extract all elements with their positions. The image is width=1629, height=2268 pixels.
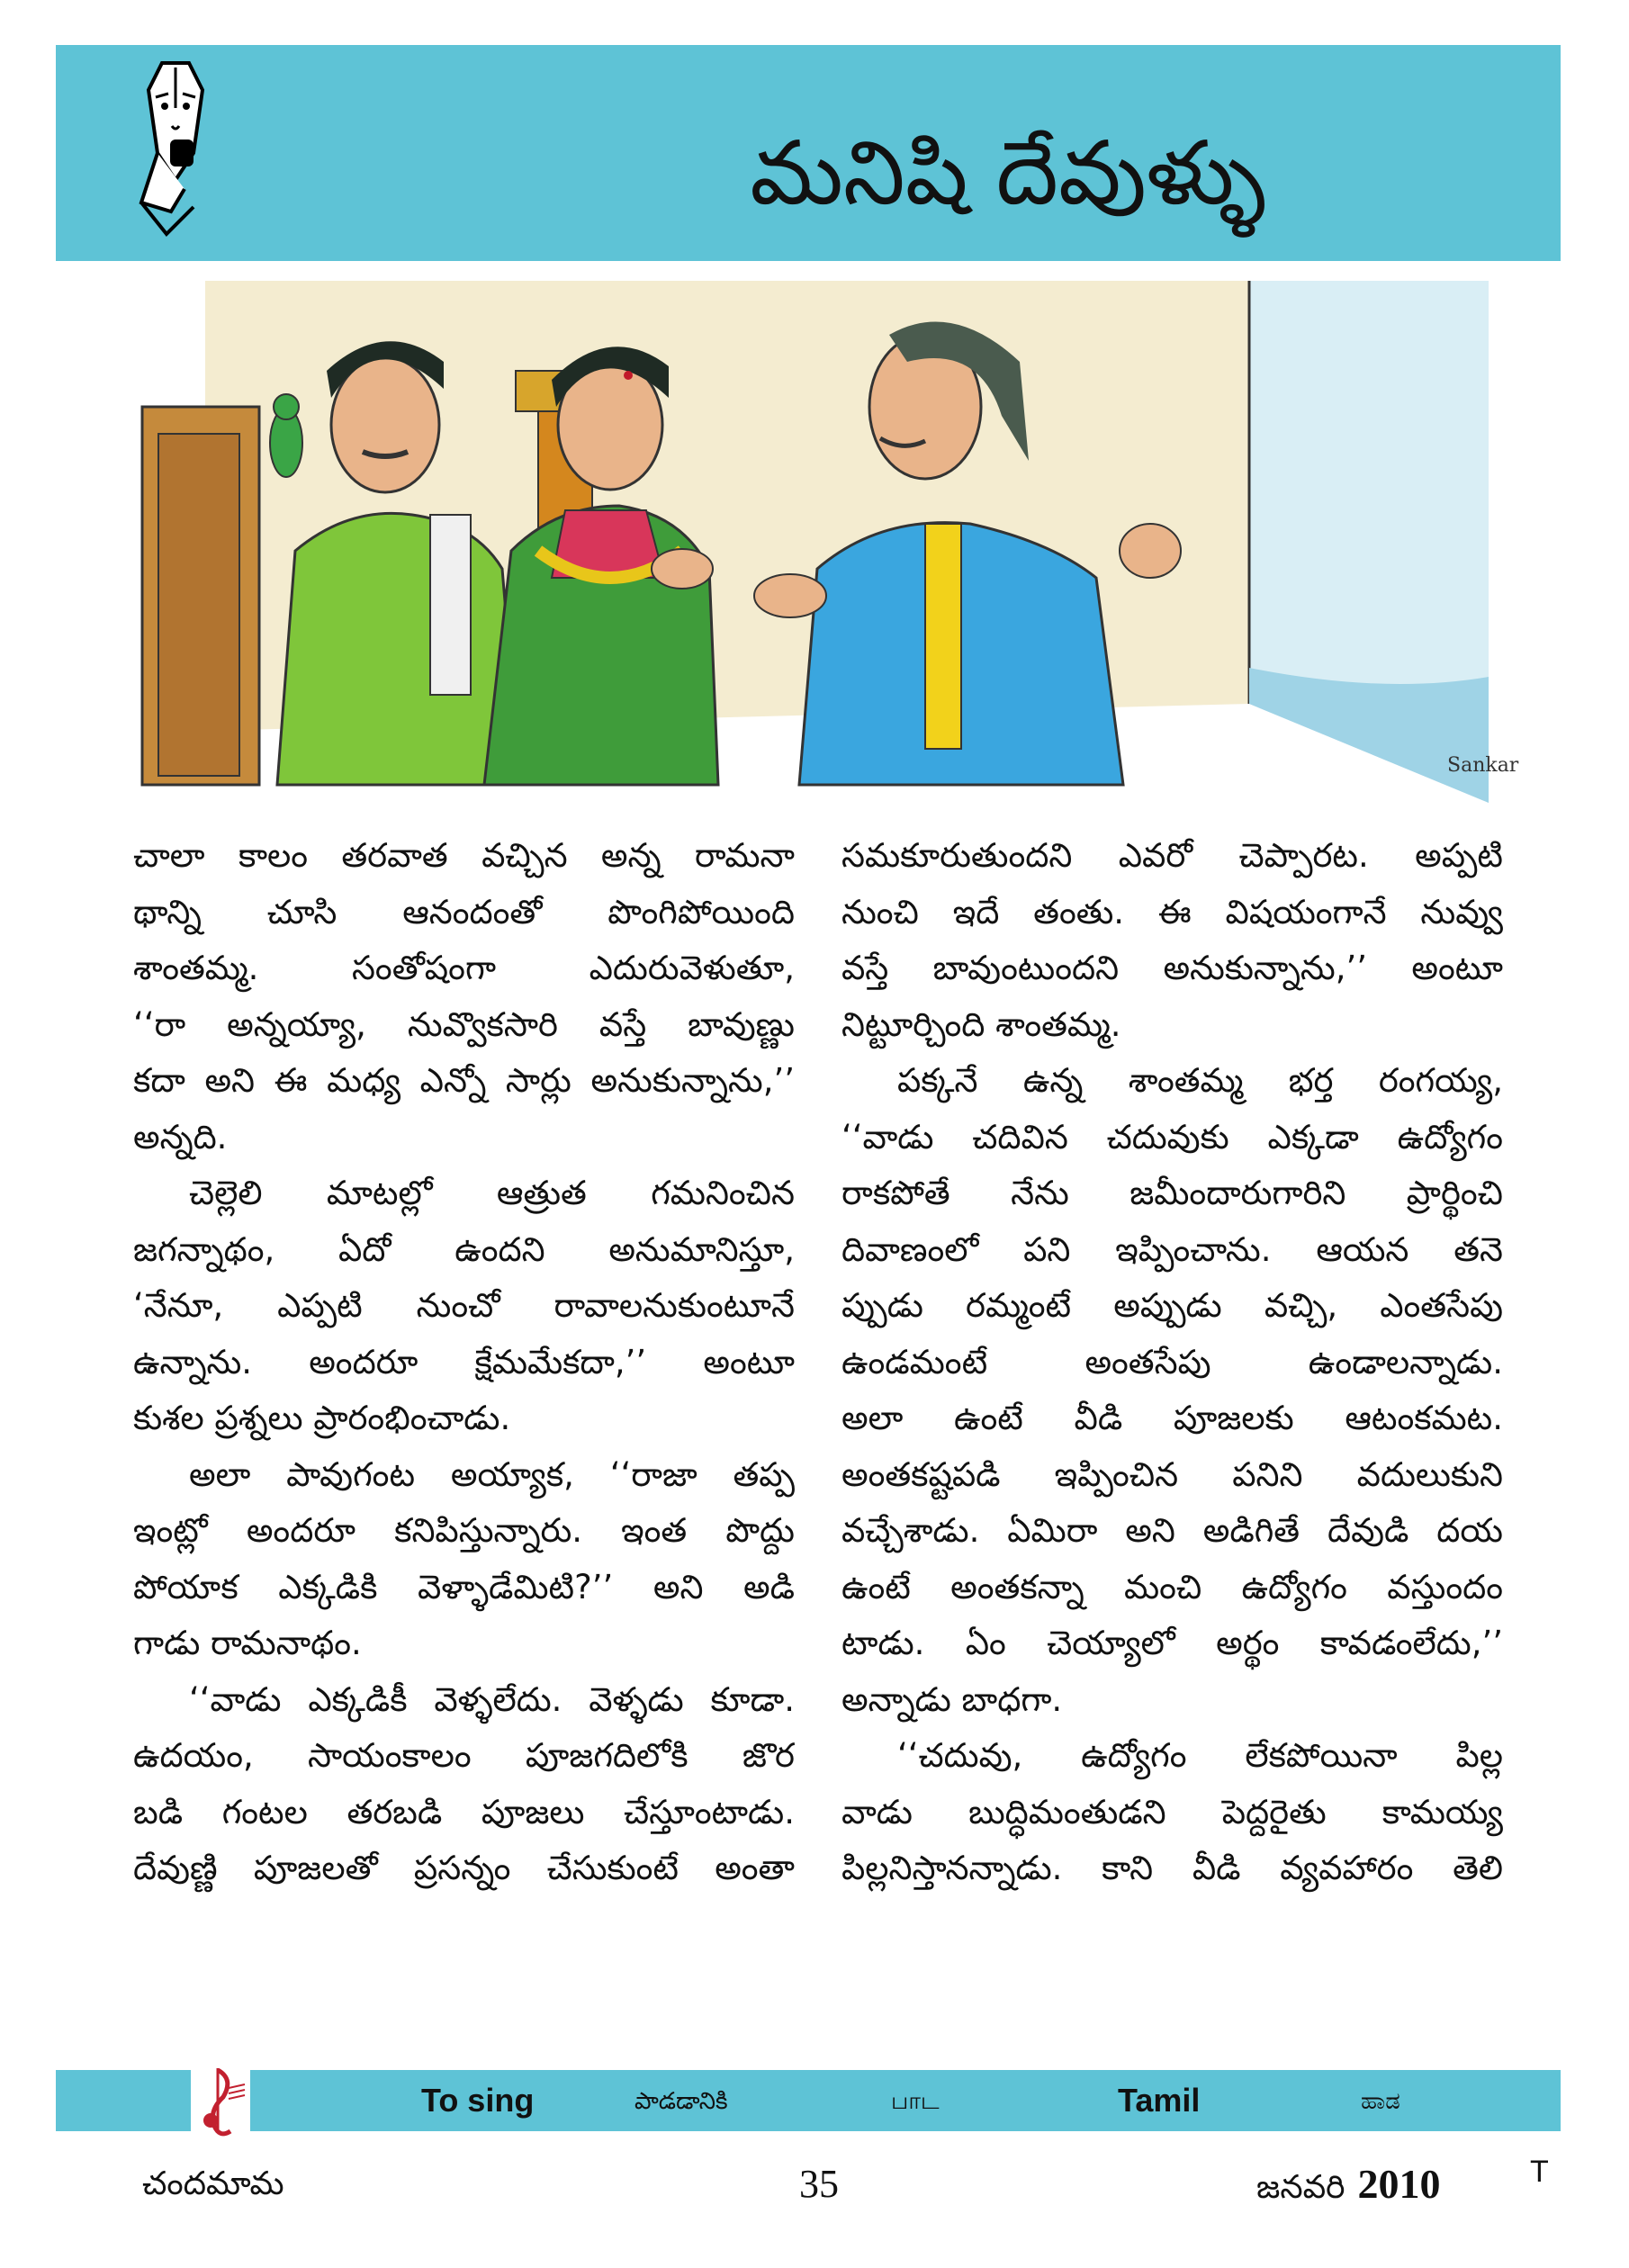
story-line: రాకపోతే నేను జమీందారుగారిని ప్రార్థించి (842, 1174, 1503, 1212)
story-line: ఉన్నాను. అందరూ క్షేమమేకదా,’’ అంటూ (133, 1342, 795, 1382)
magazine-name: చందమామ (142, 2165, 284, 2202)
story-line: అన్నది. (133, 1117, 228, 1156)
story-line: కదా అని ఈ మధ్య ఎన్నో సార్లు అనుకున్నాను,’’ (133, 1061, 795, 1100)
story-line: అలా ఉంటే వీడి పూజలకు ఆటంకమట. (842, 1399, 1503, 1437)
story-line: టాడు. ఏం చెయ్యాలో అర్థం కావడంలేదు,’’ (842, 1624, 1503, 1662)
issue-year: 2010 (1357, 2161, 1441, 2207)
edition-mark: T (1530, 2155, 1549, 2189)
story-line: చాలా కాలం తరవాత వచ్చిన అన్న రామనా (133, 836, 795, 875)
page-number: 35 (799, 2162, 839, 2206)
story-line: పోయాక ఎక్కడికి వెళ్ళాడేమిటి?’’ అని అడి (133, 1567, 795, 1606)
story-line: అన్నాడు బాధగా. (842, 1679, 1063, 1719)
story-illustration (142, 281, 1519, 803)
story-line: నిట్టూర్చింది శాంతమ్మ. (842, 1004, 1121, 1044)
story-line: ‘‘వాడు ఎక్కడికీ వెళ్ళలేదు. వెళ్ళడు కూడా. (189, 1679, 795, 1719)
vocab-kannada: ಹಾಡ (1361, 2087, 1400, 2114)
vocab-english: To sing (421, 2082, 535, 2119)
story-line: జగన్నాథం, ఏదో ఉందని అనుమానిస్తూ, (133, 1229, 795, 1269)
story-line: ‘‘చదువు, ఉద్యోగం లేకపోయినా పిల్ల (897, 1736, 1503, 1775)
story-line: ఉదయం, సాయంకాలం పూజగదిలోకి జొర (133, 1736, 795, 1775)
story-line: దేవుణ్ణి పూజలతో ప్రసన్నం చేసుకుంటే అంతా (133, 1849, 795, 1887)
story-column-right (842, 828, 1503, 1897)
story-line: వస్తే బావుంటుందని అనుకున్నాను,’’ అంటూ (842, 949, 1503, 987)
vocab-telugu: పాడడానికి (634, 2087, 728, 2114)
story-line: ఉండమంటే అంతసేపు ఉండాలన్నాడు. (842, 1342, 1503, 1382)
story-line: దివాణంలో పని ఇప్పించాను. ఆయన తనె (842, 1229, 1503, 1269)
story-line: ఉంటే అంతకన్నా మంచి ఉద్యోగం వస్తుందం (842, 1567, 1503, 1606)
story-line: శాంతమ్మ. సంతోషంగా ఎదురువెళుతూ, (133, 949, 795, 987)
story-line: థాన్ని చూసి ఆనందంతో పొంగిపోయింది (133, 892, 795, 932)
story-line: ‘నేనూ, ఎప్పటి నుంచో రావాలనుకుంటూనే (133, 1286, 795, 1325)
pen-nib-face-icon (130, 54, 220, 261)
story-line: అంతకష్టపడి ఇప్పించిన పనిని వదులుకుని (842, 1454, 1503, 1494)
story-line: ‘‘వాడు చదివిన చదువుకు ఎక్కడా ఉద్యోగం (842, 1117, 1503, 1156)
story-line: వాడు బుద్ధిమంతుడని పెద్దరైతు కామయ్య (842, 1792, 1503, 1832)
story-line: సమకూరుతుందని ఎవరో చెప్పారట. అప్పటి (842, 836, 1503, 875)
vocab-language: Tamil (1118, 2082, 1201, 2119)
story-line: కుశల ప్రశ్నలు ప్రారంభించాడు. (133, 1399, 511, 1437)
story-line: చెల్లెలి మాటల్లో ఆత్రుత గమనించిన (189, 1174, 795, 1212)
vocabulary-band (56, 2070, 1561, 2131)
artist-signature: Sankar (1447, 754, 1519, 777)
story-line: ‘‘రా అన్నయ్యా, నువ్వొకసారి వస్తే బావుణ్ణు (133, 1004, 795, 1044)
story-line: పక్కనే ఉన్న శాంతమ్మ భర్త రంగయ్య, (897, 1061, 1503, 1100)
vocab-tamil-word: பாட (891, 2087, 940, 2114)
story-line: నుంచి ఇదే తంతు. ఈ విషయంగానే నువ్వు (842, 892, 1503, 932)
story-line: పిల్లనిస్తానన్నాడు. కాని వీడి వ్యవహారం తెలి (842, 1849, 1503, 1887)
story-line: ఇంట్లో అందరూ కనిపిస్తున్నారు. ఇంత పొద్దు (133, 1511, 795, 1550)
story-column-left (133, 828, 795, 1897)
issue-month: జనవరి (1256, 2169, 1346, 2206)
story-line: వచ్చేశాడు. ఏమిరా అని అడిగితే దేవుడి దయ (842, 1511, 1503, 1550)
story-line: అలా పావుగంట అయ్యాక, ‘‘రాజా తప్ప (189, 1454, 795, 1494)
music-note-icon (191, 2061, 250, 2142)
issue-date (1256, 2153, 1441, 2216)
story-line: ప్పుడు రమ్మంటే అప్పుడు వచ్చి, ఎంతసేపు (842, 1286, 1503, 1325)
story-line: బడి గంటల తరబడి పూజలు చేస్తూంటాడు. (133, 1792, 795, 1832)
story-title: మనిషి దేవుళ్ళు (750, 122, 1266, 225)
story-line: గాడు రామనాథం. (133, 1624, 362, 1662)
